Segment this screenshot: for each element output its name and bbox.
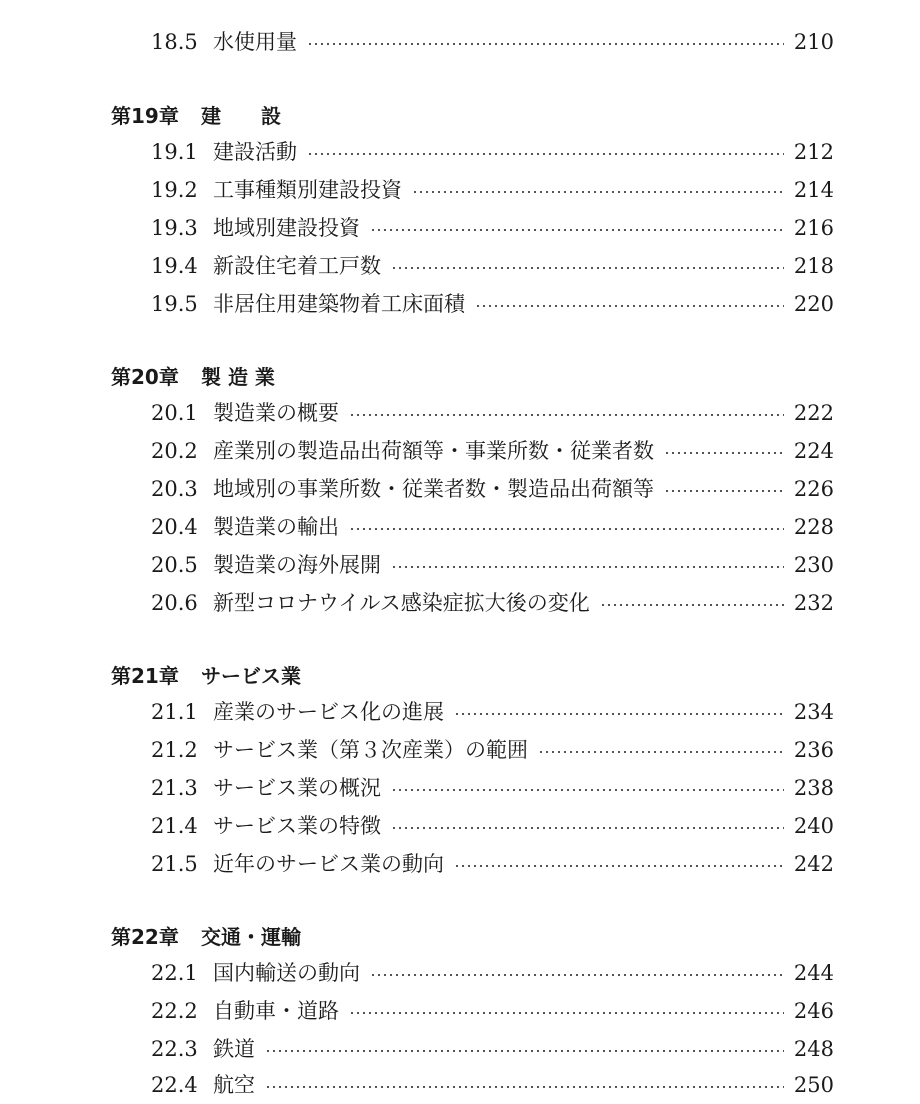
- chapter-heading[interactable]: [111, 657, 301, 695]
- dot-leader: [349, 1012, 784, 1014]
- page-number: 242: [793, 852, 834, 876]
- section-title: 水使用量: [213, 30, 297, 54]
- section-title: 製造業の海外展開: [213, 553, 381, 577]
- chapter-label: 第20章: [111, 365, 179, 389]
- page-number: 222: [793, 401, 834, 425]
- toc-entry[interactable]: [151, 171, 834, 209]
- chapter-heading[interactable]: [111, 358, 275, 396]
- toc-entry[interactable]: [151, 209, 834, 247]
- dot-leader: [391, 566, 784, 568]
- dot-leader: [664, 452, 784, 454]
- toc-entry[interactable]: [151, 769, 834, 807]
- page-number: 234: [793, 700, 834, 724]
- page-number: 228: [793, 515, 834, 539]
- section-number: 19.3: [151, 216, 198, 240]
- chapter-title: サービス業: [201, 664, 301, 688]
- dot-leader: [307, 153, 784, 155]
- section-title: 地域別建設投資: [213, 216, 360, 240]
- chapter-label: 第22章: [111, 925, 179, 949]
- toc-entry[interactable]: [151, 432, 834, 470]
- page-number: 232: [793, 591, 834, 615]
- dot-leader: [370, 974, 784, 976]
- toc-entry[interactable]: [151, 845, 834, 883]
- dot-leader: [391, 789, 784, 791]
- dot-leader: [454, 865, 784, 867]
- dot-leader: [664, 490, 784, 492]
- page-number: 216: [793, 216, 834, 240]
- section-title: サービス業の概況: [213, 776, 381, 800]
- page-number: 224: [793, 439, 834, 463]
- section-number: 21.3: [151, 776, 198, 800]
- chapter-title: 製 造 業: [201, 365, 275, 389]
- section-number: 22.3: [151, 1037, 198, 1061]
- section-number: 22.4: [151, 1073, 198, 1097]
- section-number: 18.5: [151, 30, 198, 54]
- dot-leader: [391, 267, 784, 269]
- page-number: 212: [793, 140, 834, 164]
- section-title: 産業のサービス化の進展: [213, 700, 444, 724]
- section-number: 20.6: [151, 591, 198, 615]
- toc-entry[interactable]: [151, 1066, 834, 1104]
- toc-entry[interactable]: [151, 247, 834, 285]
- dot-leader: [412, 191, 784, 193]
- toc-entry[interactable]: [151, 133, 834, 171]
- section-number: 20.3: [151, 477, 198, 501]
- dot-leader: [265, 1050, 784, 1052]
- section-number: 19.2: [151, 178, 198, 202]
- section-title: 近年のサービス業の動向: [213, 852, 444, 876]
- dot-leader: [349, 414, 784, 416]
- page-number: 218: [793, 254, 834, 278]
- chapter-label: 第21章: [111, 664, 179, 688]
- dot-leader: [265, 1086, 784, 1088]
- section-number: 21.4: [151, 814, 198, 838]
- dot-leader: [391, 827, 784, 829]
- section-title: サービス業の特徴: [213, 814, 381, 838]
- dot-leader: [370, 229, 784, 231]
- section-number: 20.5: [151, 553, 198, 577]
- chapter-heading[interactable]: [111, 97, 281, 135]
- page-number: 250: [793, 1073, 834, 1097]
- page-number: 246: [793, 999, 834, 1023]
- chapter-label: 第19章: [111, 104, 179, 128]
- dot-leader: [307, 43, 784, 45]
- section-number: 19.1: [151, 140, 198, 164]
- section-number: 21.2: [151, 738, 198, 762]
- toc-entry[interactable]: [151, 394, 834, 432]
- dot-leader: [475, 305, 784, 307]
- dot-leader: [454, 713, 784, 715]
- section-title: 工事種類別建設投資: [213, 178, 402, 202]
- section-title: 建設活動: [213, 140, 297, 164]
- page-number: 210: [793, 30, 834, 54]
- section-title: 鉄道: [213, 1037, 255, 1061]
- toc-entry[interactable]: [151, 807, 834, 845]
- section-number: 21.5: [151, 852, 198, 876]
- toc-entry[interactable]: [151, 584, 834, 622]
- toc-entry[interactable]: [151, 693, 834, 731]
- section-title: 新型コロナウイルス感染症拡大後の変化: [213, 591, 590, 615]
- section-title: 非居住用建築物着工床面積: [213, 292, 465, 316]
- section-number: 20.2: [151, 439, 198, 463]
- page-number: 238: [793, 776, 834, 800]
- section-title: 新設住宅着工戸数: [213, 254, 381, 278]
- section-number: 22.1: [151, 961, 198, 985]
- toc-entry[interactable]: [151, 992, 834, 1030]
- dot-leader: [538, 751, 784, 753]
- toc-entry[interactable]: [151, 1030, 834, 1068]
- toc-entry[interactable]: [151, 285, 834, 323]
- toc-entry[interactable]: [151, 508, 834, 546]
- dot-leader: [600, 604, 784, 606]
- section-number: 22.2: [151, 999, 198, 1023]
- chapter-title: 交通・運輸: [201, 925, 301, 949]
- toc-entry[interactable]: [151, 546, 834, 584]
- page-number: 240: [793, 814, 834, 838]
- toc-entry[interactable]: [151, 731, 834, 769]
- section-number: 20.4: [151, 515, 198, 539]
- page-number: 220: [793, 292, 834, 316]
- section-title: 自動車・道路: [213, 999, 339, 1023]
- section-number: 21.1: [151, 700, 198, 724]
- section-number: 19.4: [151, 254, 198, 278]
- section-number: 19.5: [151, 292, 198, 316]
- page-number: 214: [793, 178, 834, 202]
- chapter-heading[interactable]: [111, 918, 301, 956]
- section-title: 製造業の概要: [213, 401, 339, 425]
- section-title: 航空: [213, 1073, 255, 1097]
- section-title: 製造業の輸出: [213, 515, 339, 539]
- page-number: 236: [793, 738, 834, 762]
- toc-entry[interactable]: [151, 954, 834, 992]
- chapter-title: 建 設: [201, 104, 281, 128]
- toc-entry[interactable]: [151, 23, 834, 61]
- page-number: 248: [793, 1037, 834, 1061]
- section-title: 産業別の製造品出荷額等・事業所数・従業者数: [213, 439, 654, 463]
- toc-entry[interactable]: [151, 470, 834, 508]
- dot-leader: [349, 528, 784, 530]
- page-number: 226: [793, 477, 834, 501]
- section-title: サービス業（第３次産業）の範囲: [213, 738, 528, 762]
- page-number: 244: [793, 961, 834, 985]
- section-title: 地域別の事業所数・従業者数・製造品出荷額等: [213, 477, 654, 501]
- section-number: 20.1: [151, 401, 198, 425]
- section-title: 国内輸送の動向: [213, 961, 360, 985]
- page-number: 230: [793, 553, 834, 577]
